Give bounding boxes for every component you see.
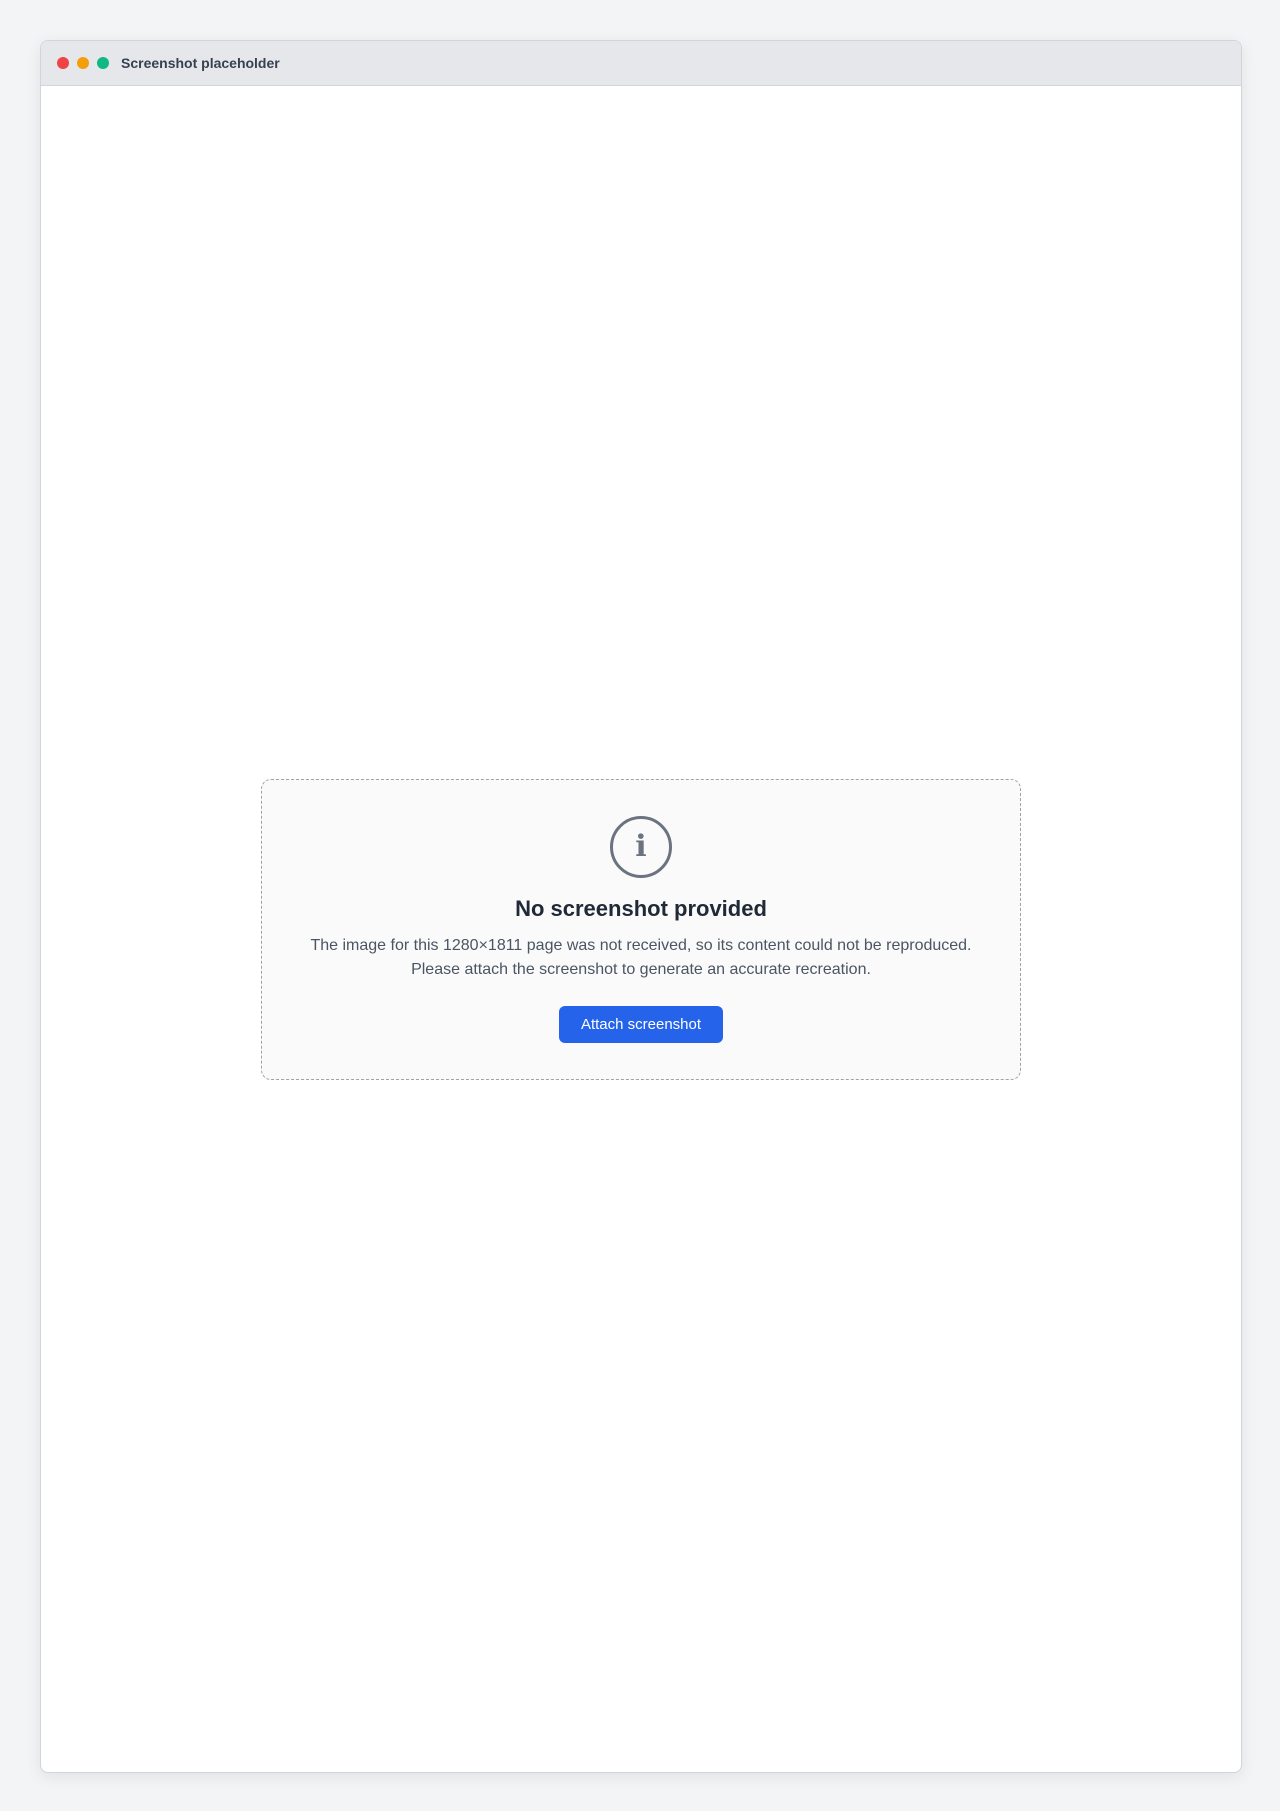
notice-text: The image for this 1280×1811 page was not received, so its content could not be reproduced. Please attach the screenshot to generate an accurate recreation. bbox=[310, 936, 972, 978]
app-window bbox=[40, 40, 1242, 1773]
main-content bbox=[41, 86, 1241, 1772]
title-bar bbox=[41, 41, 1241, 86]
notice-card bbox=[261, 779, 1021, 1080]
close-window-button[interactable] bbox=[57, 57, 69, 69]
attach-screenshot-button[interactable]: Attach screenshot bbox=[559, 1006, 723, 1043]
minimize-window-button[interactable] bbox=[77, 57, 89, 69]
window-title: Screenshot placeholder bbox=[121, 55, 280, 71]
window-controls bbox=[57, 57, 109, 69]
notice-title: No screenshot provided bbox=[515, 895, 767, 921]
info-icon: ℹ bbox=[610, 816, 672, 878]
maximize-window-button[interactable] bbox=[97, 57, 109, 69]
